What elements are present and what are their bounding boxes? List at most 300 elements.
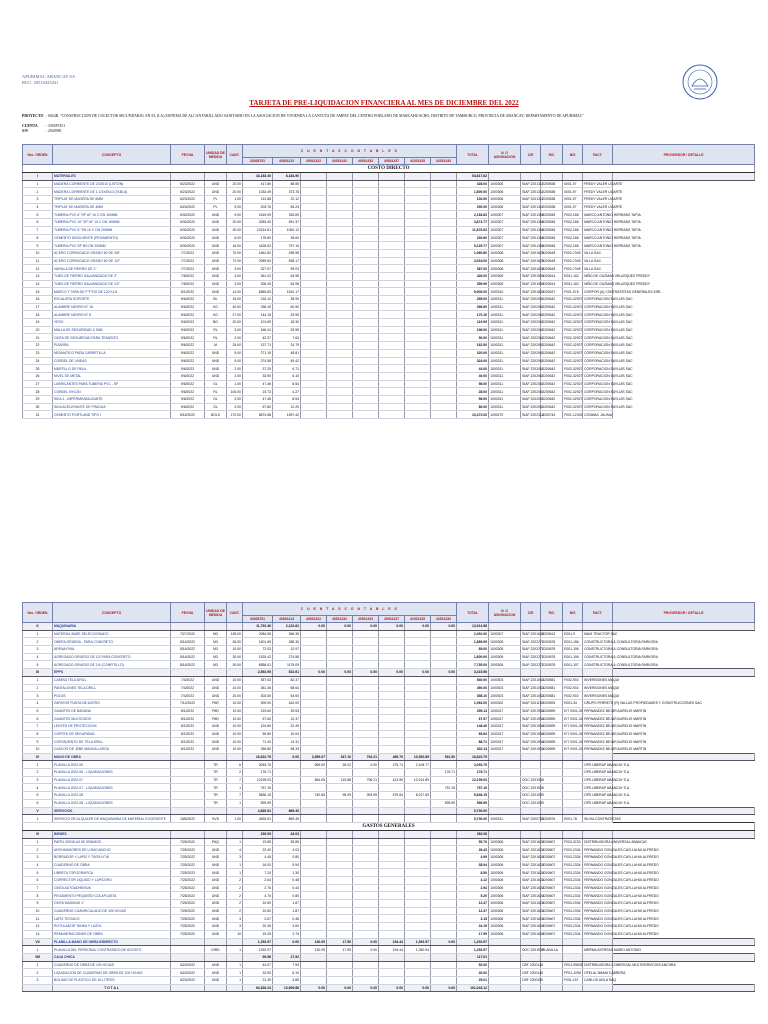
acct-8 bbox=[431, 815, 457, 823]
row-total: 3,874.77 bbox=[457, 219, 489, 227]
acct-2: 12.97 bbox=[273, 646, 301, 654]
acct-4 bbox=[327, 242, 353, 250]
acct-1: 15.25 bbox=[243, 930, 273, 938]
rc-code: 2200695 bbox=[541, 746, 563, 754]
acct-8 bbox=[431, 180, 457, 188]
group-label: EPPS bbox=[53, 669, 171, 677]
row-total: 12,199.03 bbox=[457, 776, 489, 784]
quantity: 20.00 bbox=[227, 319, 243, 327]
row-number: 27 bbox=[23, 380, 53, 388]
column-header: R/C bbox=[541, 145, 563, 165]
rc-code: 2200607 bbox=[541, 884, 563, 892]
ce-code: SIAF 2202061 bbox=[522, 381, 544, 386]
acct-2: 54.60 bbox=[273, 692, 301, 700]
acct-8 bbox=[431, 272, 457, 280]
rc-code: 2200538 bbox=[541, 188, 563, 196]
ns-code: F002-32927 bbox=[564, 343, 583, 348]
acct-2: 538.17 bbox=[273, 257, 301, 265]
table-cell bbox=[583, 753, 613, 761]
unit: TR bbox=[205, 776, 227, 784]
ns-code: F002-32927 bbox=[564, 297, 583, 302]
group-number: VI bbox=[23, 830, 53, 838]
table-row bbox=[23, 915, 755, 923]
acct-2: 8.54 bbox=[273, 395, 301, 403]
column-header: FECHA bbox=[171, 145, 205, 165]
quantity: 1.00 bbox=[227, 196, 243, 204]
acct-4 bbox=[327, 380, 353, 388]
table-cell bbox=[613, 753, 755, 761]
group-account-value: 0.00 bbox=[431, 623, 457, 631]
row-number: 3 bbox=[23, 692, 53, 700]
date: 9/6/2022 bbox=[171, 311, 205, 319]
date: 7/25/2022 bbox=[171, 846, 205, 854]
acct-1: 20.39 bbox=[243, 923, 273, 931]
table-cell bbox=[521, 753, 541, 761]
table-cell bbox=[489, 938, 521, 946]
date: 9/6/2022 bbox=[171, 319, 205, 327]
row-total: 1,960.80 bbox=[457, 249, 489, 257]
unit: GL bbox=[205, 403, 227, 411]
concept: NIVEL DE METAL bbox=[53, 372, 171, 380]
acct-3 bbox=[301, 930, 327, 938]
ns-code: F002-32927 bbox=[564, 374, 583, 379]
column-header: Nro. ORDEN bbox=[23, 603, 53, 623]
quantity: 10.00 bbox=[227, 722, 243, 730]
table-cell bbox=[583, 623, 613, 631]
invoice: CORPORACION EAYLUIS SAC bbox=[584, 397, 633, 402]
acct-5 bbox=[353, 653, 379, 661]
quantity: 10 bbox=[227, 930, 243, 938]
acct-2: 4.27 bbox=[273, 388, 301, 396]
acct-5 bbox=[353, 769, 379, 777]
ns-code: E001-34 bbox=[563, 699, 583, 707]
acct-1: 72.03 bbox=[243, 646, 273, 654]
quantity: 9.00 bbox=[227, 211, 243, 219]
acct-6 bbox=[379, 892, 405, 900]
row-total: 255.00 bbox=[457, 296, 489, 304]
acct-1: 4830.51 bbox=[243, 815, 273, 823]
concept: TUBERIA PVC 6" SN 10 C DN 200MM bbox=[53, 226, 171, 234]
date: 6/30/2022 bbox=[171, 226, 205, 234]
table-row bbox=[23, 738, 755, 746]
invoice: VILLA SAC bbox=[583, 249, 613, 257]
acct-5 bbox=[353, 319, 379, 327]
acct-1: 336.10 bbox=[243, 303, 273, 311]
row-total: 3.15 bbox=[457, 915, 489, 923]
acct-3 bbox=[301, 799, 327, 807]
section-title-row bbox=[23, 822, 755, 830]
acct-6 bbox=[379, 877, 405, 885]
table-cell bbox=[489, 830, 521, 838]
table-row bbox=[23, 877, 755, 885]
rc-code: 2200607 bbox=[541, 869, 563, 877]
ce-code: SIAF 2201624 bbox=[522, 901, 544, 906]
table-cell bbox=[171, 807, 205, 815]
quantity: 4 bbox=[227, 846, 243, 854]
acct-1: 4428.62 bbox=[243, 242, 273, 250]
assignment-number: 1000306 bbox=[489, 907, 521, 915]
table-row bbox=[23, 799, 755, 807]
date: 7/25/2022 bbox=[171, 838, 205, 846]
ns-code: E001-78 bbox=[563, 815, 583, 823]
account-code-header: 41531335 bbox=[405, 158, 431, 165]
concept: CEMENTO PORTLAND TIPO I bbox=[53, 411, 171, 419]
acct-6 bbox=[379, 342, 405, 350]
ce-code: SIAF 2200780 bbox=[522, 816, 544, 821]
acct-2: 3.85 bbox=[273, 976, 301, 984]
ns-code bbox=[563, 761, 583, 769]
quantity: 3.00 bbox=[227, 280, 243, 288]
quantity: 25.00 bbox=[227, 342, 243, 350]
assignment-number bbox=[489, 761, 521, 769]
ns-code: E001-9 bbox=[563, 630, 583, 638]
acct-1: 757.19 bbox=[243, 784, 273, 792]
acct-8 bbox=[431, 869, 457, 877]
acct-7 bbox=[405, 372, 431, 380]
acct-7 bbox=[405, 257, 431, 265]
acct-3 bbox=[301, 219, 327, 227]
date: 9/6/2022 bbox=[171, 388, 205, 396]
acct-5 bbox=[353, 923, 379, 931]
section-title: COSTO DIRECTO bbox=[23, 165, 755, 173]
ns-code: F003-2334 bbox=[563, 846, 583, 854]
rc-code: 2200695 bbox=[541, 730, 563, 738]
ce-code: SIAF 2202061 bbox=[522, 404, 544, 409]
row-total: 9,836.15 bbox=[457, 792, 489, 800]
date: 7/7/2022 bbox=[171, 257, 205, 265]
group-total: 5,700.00 bbox=[457, 807, 489, 815]
acct-6: 275.71 bbox=[379, 761, 405, 769]
table-cell bbox=[205, 807, 227, 815]
table-cell bbox=[489, 984, 521, 992]
unit: UND bbox=[205, 372, 227, 380]
acct-3 bbox=[301, 242, 327, 250]
quantity: 20.00 bbox=[227, 188, 243, 196]
acct-5 bbox=[353, 357, 379, 365]
table-cell bbox=[205, 938, 227, 946]
invoice: DISTRIBUIDORA UNIVERSAL ABANCAY bbox=[584, 839, 648, 844]
acct-5 bbox=[353, 372, 379, 380]
acct-2 bbox=[273, 784, 301, 792]
acct-2: 8.54 bbox=[273, 380, 301, 388]
account-code-header: 33928751 bbox=[243, 158, 273, 165]
date: 7/4/2022 bbox=[171, 684, 205, 692]
acct-6 bbox=[379, 715, 405, 723]
unit: UND bbox=[205, 907, 227, 915]
acct-1: 599.99 bbox=[243, 799, 273, 807]
table-row bbox=[23, 372, 755, 380]
ce-code: SIAF 2201063 bbox=[522, 685, 544, 690]
acct-2: 2.74 bbox=[273, 930, 301, 938]
acct-6 bbox=[379, 211, 405, 219]
table-cell bbox=[613, 938, 755, 946]
group-account-value: 2,892.95 bbox=[243, 669, 273, 677]
table-cell bbox=[171, 623, 205, 631]
date: 8/16/2022 bbox=[171, 411, 205, 419]
invoice: FREDY VALER UGARTE bbox=[584, 189, 623, 194]
ns-code: F003-2334 bbox=[563, 900, 583, 908]
date: 8/16/2022 bbox=[171, 638, 205, 646]
quantity: 5.00 bbox=[227, 357, 243, 365]
acct-4 bbox=[327, 699, 353, 707]
unit: BL bbox=[205, 296, 227, 304]
ns-code: 0001-97 bbox=[563, 203, 583, 211]
quantity: 2 bbox=[227, 769, 243, 777]
acct-3 bbox=[301, 730, 327, 738]
rc-code: 2200642 bbox=[541, 403, 563, 411]
row-total: 56.00 bbox=[457, 380, 489, 388]
acct-4 bbox=[327, 976, 353, 984]
acct-7 bbox=[405, 738, 431, 746]
group-account-value bbox=[301, 953, 327, 961]
acct-6 bbox=[379, 411, 405, 419]
table-row bbox=[23, 288, 755, 296]
table-row bbox=[23, 707, 755, 715]
acct-1: 44.07 bbox=[243, 961, 273, 969]
acct-7 bbox=[405, 853, 431, 861]
concept: PANTALONES TELA DRILL bbox=[53, 684, 171, 692]
table-row bbox=[23, 188, 755, 196]
table-row bbox=[23, 661, 755, 669]
quantity: 1 bbox=[227, 838, 243, 846]
row-number: 14 bbox=[23, 280, 53, 288]
invoice: CORPORACION EAYLUIS SAC bbox=[584, 374, 633, 379]
table-cell bbox=[563, 623, 583, 631]
invoice: MAXI TRACTOR SAC bbox=[584, 632, 618, 637]
rc-code: 2200607 bbox=[541, 892, 563, 900]
rc-code: 2200593 bbox=[541, 699, 563, 707]
rc-code: 2200581 bbox=[541, 692, 563, 700]
acct-4 bbox=[327, 877, 353, 885]
unit: RL bbox=[205, 388, 227, 396]
acct-2: 7.63 bbox=[273, 334, 301, 342]
row-number: 1 bbox=[23, 630, 53, 638]
row-number: 5 bbox=[23, 211, 53, 219]
unit: UND bbox=[205, 265, 227, 273]
acct-6: 194.44 bbox=[379, 946, 405, 954]
concept: PLANILLA 2022-06 bbox=[53, 761, 171, 769]
acct-8: 757.19 bbox=[431, 784, 457, 792]
acct-7 bbox=[405, 884, 431, 892]
concept: TUBERIA PVC 6" SP UF 10 C DN 160MM bbox=[53, 211, 171, 219]
acct-7 bbox=[405, 722, 431, 730]
account-code-header: 40531313 bbox=[273, 616, 301, 623]
acct-2: 1597.42 bbox=[273, 411, 301, 419]
acct-1: 8874.58 bbox=[243, 411, 273, 419]
acct-2: 274.58 bbox=[273, 653, 301, 661]
acct-2: 28.60 bbox=[273, 234, 301, 242]
table-cell bbox=[489, 173, 521, 181]
row-number: 16 bbox=[23, 296, 53, 304]
ce-code: SIAF 2201311 bbox=[522, 205, 544, 210]
acct-8 bbox=[431, 265, 457, 273]
row-total: 38.94 bbox=[457, 861, 489, 869]
acct-1: 10.50 bbox=[243, 907, 273, 915]
acct-8 bbox=[431, 776, 457, 784]
account-code-header: 42531333 bbox=[431, 616, 457, 623]
quantity: 7 bbox=[227, 776, 243, 784]
row-number: 10 bbox=[23, 746, 53, 754]
acct-3 bbox=[301, 746, 327, 754]
assignment-number: 1000306 bbox=[489, 838, 521, 846]
row-number: 23 bbox=[23, 349, 53, 357]
acct-6 bbox=[379, 234, 405, 242]
row-total: 5.20 bbox=[457, 892, 489, 900]
row-number: 2 bbox=[23, 846, 53, 854]
acct-1: 47.46 bbox=[243, 395, 273, 403]
quantity: 3 bbox=[227, 923, 243, 931]
quantity: 2 bbox=[227, 892, 243, 900]
acct-1: 23.73 bbox=[243, 388, 273, 396]
table-cell bbox=[613, 953, 755, 961]
group-account-value bbox=[379, 953, 405, 961]
unit: KG bbox=[205, 303, 227, 311]
date: 7/25/2022 bbox=[171, 907, 205, 915]
acct-1: 1601.69 bbox=[243, 638, 273, 646]
ce-code: SIAF 2202061 bbox=[522, 397, 544, 402]
date: 7/8/2022 bbox=[171, 272, 205, 280]
acct-3 bbox=[301, 976, 327, 984]
acct-8 bbox=[431, 630, 457, 638]
acct-3 bbox=[301, 884, 327, 892]
row-total: 12.37 bbox=[457, 907, 489, 915]
acct-7 bbox=[405, 334, 431, 342]
column-header: TOTAL bbox=[457, 145, 489, 165]
acct-5 bbox=[353, 234, 379, 242]
unit: M3 bbox=[205, 653, 227, 661]
group-account-value bbox=[301, 830, 327, 838]
invoice: OPE.UBERAP ABANCAY S.A. bbox=[584, 785, 631, 790]
unit: UND bbox=[205, 242, 227, 250]
acct-4 bbox=[327, 257, 353, 265]
rc-code: 2200581 bbox=[541, 676, 563, 684]
ns-code: F002-7049 bbox=[563, 257, 583, 265]
acct-4 bbox=[327, 226, 353, 234]
acct-3 bbox=[301, 411, 327, 419]
acct-5 bbox=[353, 976, 379, 984]
acct-5 bbox=[353, 707, 379, 715]
assignment-number: 1000302 bbox=[489, 699, 521, 707]
acct-1: 7.20 bbox=[243, 869, 273, 877]
acct-8 bbox=[431, 395, 457, 403]
acct-8 bbox=[431, 692, 457, 700]
acct-2: 1178.09 bbox=[273, 661, 301, 669]
acct-5 bbox=[353, 203, 379, 211]
row-total: 1,889.99 bbox=[457, 638, 489, 646]
rc-code: 2200642 bbox=[541, 365, 563, 373]
row-number: 7 bbox=[23, 226, 53, 234]
quantity: 7 bbox=[227, 792, 243, 800]
acct-1: 274.58 bbox=[243, 357, 273, 365]
unit: M3 bbox=[205, 638, 227, 646]
row-number: 10 bbox=[23, 249, 53, 257]
acct-4 bbox=[327, 349, 353, 357]
concept: TRIPLAY DE MADERA DE 4MM bbox=[53, 203, 171, 211]
invoice: MARCO ANTONIO HERRANS TAPIA bbox=[584, 212, 641, 217]
unit: UND bbox=[205, 877, 227, 885]
acct-2: 4.03 bbox=[273, 846, 301, 854]
acct-2: 68.64 bbox=[273, 684, 301, 692]
row-number: 9 bbox=[23, 738, 53, 746]
row-total: 2.94 bbox=[457, 884, 489, 892]
concept: PLANILLA DEL PERSONAL CONTRATADO DE AGOSTO bbox=[53, 946, 171, 954]
assignment-number: 1000309 bbox=[489, 280, 521, 288]
group-label: CAJA CHICA bbox=[53, 953, 171, 961]
acct-4 bbox=[327, 646, 353, 654]
concept: CUADERNO DE OBRA DE 100 HOJAS bbox=[53, 961, 171, 969]
ce-code: CBF 2200150 bbox=[522, 978, 543, 983]
date: 6/30/2022 bbox=[171, 211, 205, 219]
acct-3 bbox=[301, 319, 327, 327]
ce-code: SIAF 2201624 bbox=[522, 886, 544, 891]
table-row bbox=[23, 784, 755, 792]
acct-5 bbox=[353, 219, 379, 227]
ns-code: F003-2334 bbox=[563, 861, 583, 869]
acct-4 bbox=[327, 730, 353, 738]
acct-8 bbox=[431, 715, 457, 723]
acct-4 bbox=[327, 219, 353, 227]
quantity: 1 bbox=[227, 969, 243, 977]
acct-4 bbox=[327, 630, 353, 638]
table-cell bbox=[521, 984, 541, 992]
ce-code: SIAF 2201624 bbox=[522, 924, 544, 929]
ce-code: SIAF 2202061 bbox=[522, 328, 544, 333]
acct-7 bbox=[405, 784, 431, 792]
ns-code: F003-3233 bbox=[563, 838, 583, 846]
row-number: 4 bbox=[23, 861, 53, 869]
table-cell bbox=[171, 953, 205, 961]
rc-code: 2200578 bbox=[541, 661, 563, 669]
ns-code: E/T 0001-30 bbox=[564, 708, 583, 713]
quantity: 3 bbox=[227, 853, 243, 861]
acct-6 bbox=[379, 769, 405, 777]
rc-code bbox=[541, 769, 563, 777]
acct-2: 29.59 bbox=[273, 326, 301, 334]
table-row bbox=[23, 930, 755, 938]
assignment-number: 1000307 bbox=[489, 242, 521, 250]
group-account-value bbox=[301, 173, 327, 181]
rc-code: 2200642 bbox=[541, 303, 563, 311]
acct-1: 2.64 bbox=[243, 877, 273, 885]
acct-8 bbox=[431, 676, 457, 684]
assignment-number bbox=[489, 769, 521, 777]
table-cell bbox=[563, 938, 583, 946]
group-label: SERVICIOS bbox=[53, 807, 171, 815]
acct-2: 49.42 bbox=[273, 357, 301, 365]
table-cell bbox=[205, 830, 227, 838]
rc-code: 2200614 bbox=[541, 272, 563, 280]
org-ruc: RUC: 20510425431 bbox=[22, 80, 59, 85]
acct-2: 10.37 bbox=[273, 715, 301, 723]
group-total: 1,292.97 bbox=[457, 938, 489, 946]
acct-4 bbox=[327, 861, 353, 869]
row-total: 8.50 bbox=[457, 869, 489, 877]
table-row bbox=[23, 411, 755, 419]
ce-code: SIAF 2201311 bbox=[522, 189, 544, 194]
rc-code: 2200578 bbox=[541, 638, 563, 646]
acct-8 bbox=[431, 219, 457, 227]
acct-5 bbox=[353, 365, 379, 373]
acct-8 bbox=[431, 349, 457, 357]
cuenta-line: CUENTA : 339287451 bbox=[22, 124, 66, 128]
table-cell bbox=[583, 173, 613, 181]
table-row bbox=[23, 380, 755, 388]
table-cell bbox=[541, 173, 563, 181]
table-row bbox=[23, 219, 755, 227]
quantity: 10.00 bbox=[227, 646, 243, 654]
table-cell bbox=[521, 173, 541, 181]
column-header: PROVEEDOR / DETALLE bbox=[613, 603, 755, 623]
